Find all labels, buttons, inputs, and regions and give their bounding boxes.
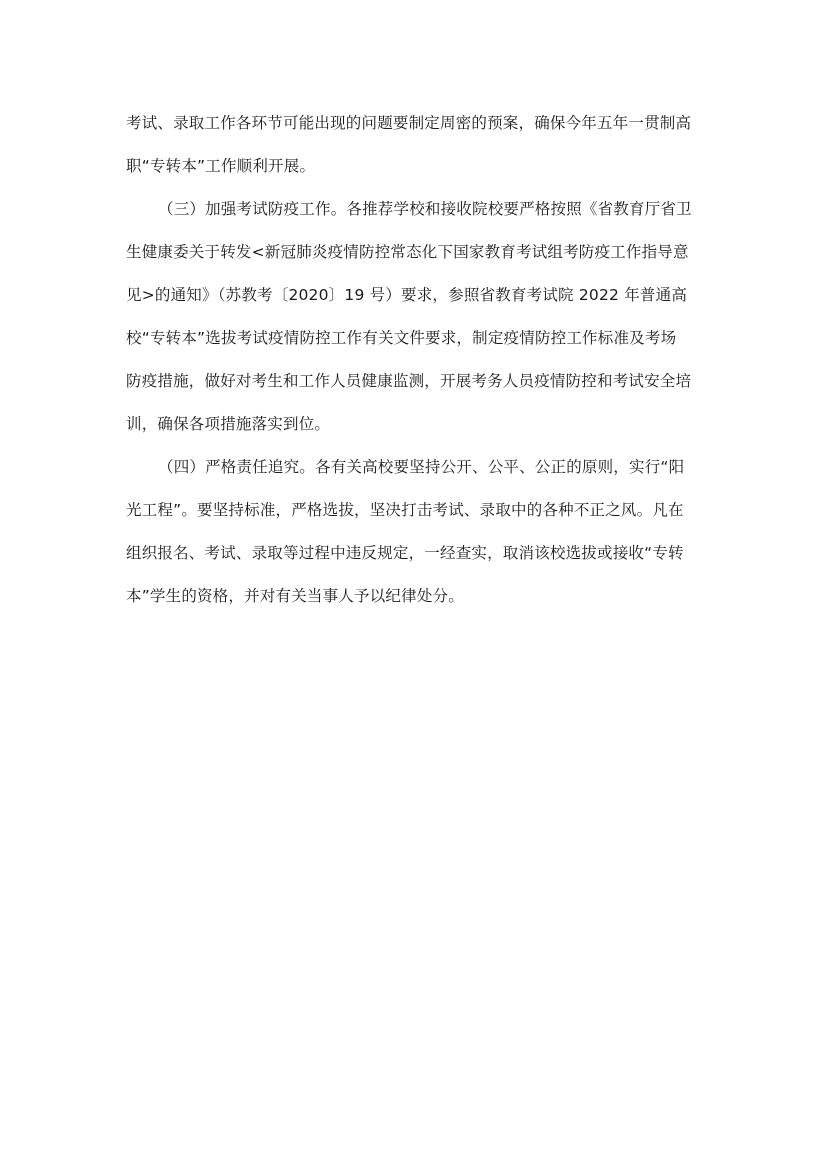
paragraph-line: 生健康委关于转发<新冠肺炎疫情防控常态化下国家教育考试组考防疫工作指导意 [126,243,689,261]
paragraph-line: 考试、录取工作各环节可能出现的问题要制定周密的预案，确保今年五年一贯制高 [126,114,692,132]
paragraph-line: 训，确保各项措施落实到位。 [126,415,331,433]
paragraph-line: 见>的通知》（苏教考〔2020〕19 号）要求，参照省教育考试院 2022 年普通高 [126,286,688,304]
paragraph-line: 组织报名、考试、录取等过程中违反规定，一经查实，取消该校选拔或接收“专转 [126,544,684,562]
paragraph-line: 光工程”。要坚持标准，严格选拔，坚决打击考试、录取中的各种不正之风。凡在 [126,501,684,519]
paragraph-line: 校“专转本”选拔考试疫情防控工作有关文件要求，制定疫情防控工作标准及考场 [126,329,677,347]
paragraph-line: （三）加强考试防疫工作。各推荐学校和接收院校要严格按照《省教育厅省卫 [158,200,692,218]
paragraph-line: 本”学生的资格，并对有关当事人予以纪律处分。 [126,587,464,605]
paragraph-line: （四）严格责任追究。各有关高校要坚持公开、公平、公正的原则，实行“阳 [158,458,685,476]
paragraph-line: 防疫措施，做好对考生和工作人员健康监测，开展考务人员疫情防控和考试安全培 [126,372,692,390]
paragraph-line: 职“专转本”工作顺利开展。 [126,157,316,175]
